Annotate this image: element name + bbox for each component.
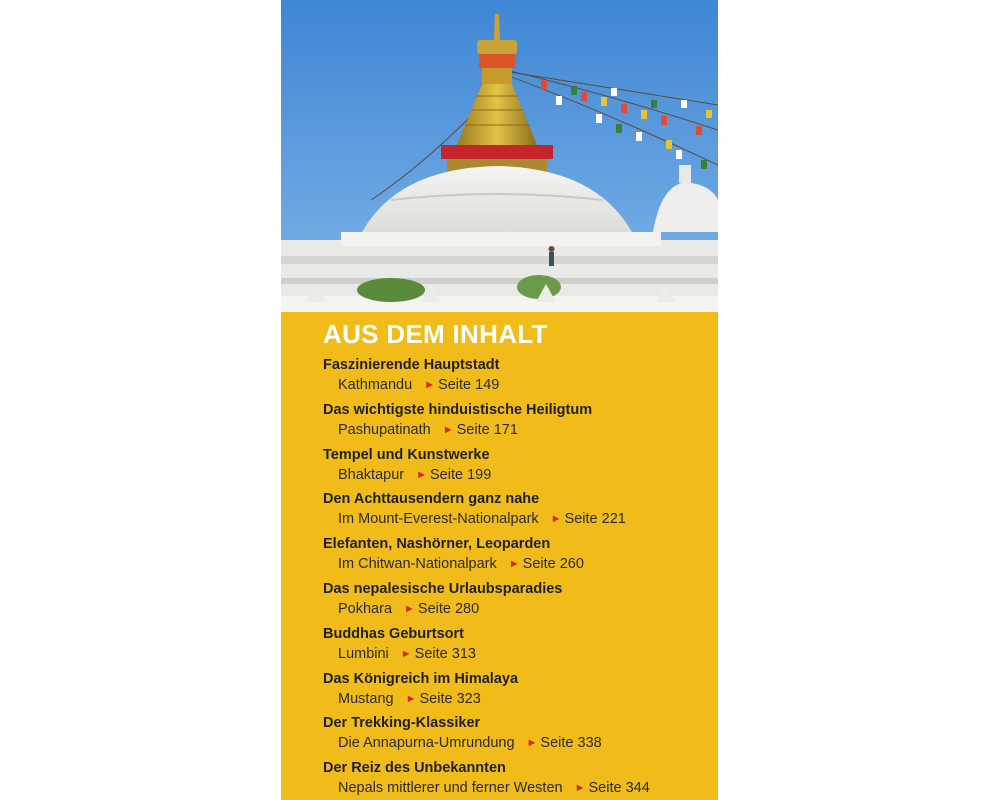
entry-title: Faszinierende Hauptstadt [323,357,500,373]
entry-place: Im Chitwan-Nationalpark [338,556,497,573]
entry-page: Seite 344 [588,780,650,797]
toc-entry [323,534,713,579]
stupa-illustration [281,0,718,312]
toc-entry [323,355,713,400]
arrow-icon: ► [526,737,538,750]
arrow-icon: ► [400,647,412,660]
entry-detail [338,420,713,440]
entry-page: Seite 221 [564,511,626,528]
entry-detail [338,778,713,798]
entry-title: Buddhas Geburtsort [323,625,464,642]
entry-detail [338,644,713,664]
entry-detail [338,689,713,709]
entry-detail [338,554,713,574]
entry-place: Lumbini [338,645,389,662]
toc-entry [323,669,713,714]
entry-title: Elefanten, Nashörner, Leoparden [323,536,551,553]
entry-place: Nepals mittlerer und ferner Westen [338,780,563,797]
guidebook-page [281,0,718,800]
entry-place: Im Mount-Everest-Nationalpark [338,511,539,528]
entry-place: Kathmandu [338,377,413,393]
entry-page: Seite 260 [522,556,584,573]
section-heading: AUS DEM INHALT [323,319,548,349]
entry-detail [338,599,713,619]
arrow-icon: ► [574,782,586,795]
toc-entry [323,489,713,534]
arrow-icon: ► [550,513,562,526]
entry-place: Pokhara [338,600,393,617]
arrow-icon: ► [508,558,520,571]
toc-entry [323,445,713,490]
entry-detail [338,733,713,753]
entry-detail [338,375,713,395]
arrow-icon: ► [442,423,454,436]
arrow-icon: ► [404,602,415,615]
entry-title: Der Reiz des Unbekannten [323,760,506,777]
entry-place: Bhaktapur [338,466,405,483]
entry-place: Mustang [338,690,394,707]
toc-entry [323,579,713,624]
entry-title: Das nepalesische Urlaubsparadies [323,580,563,597]
toc-entry [323,713,713,758]
arrow-icon: ► [405,692,417,705]
table-of-contents [281,312,718,800]
entry-page: Seite 199 [430,466,492,483]
entry-title: Das Königreich im Himalaya [323,670,519,687]
entry-page: Seite 338 [540,735,602,752]
arrow-icon: ► [416,468,427,481]
entry-detail [338,509,713,529]
entry-title: Das wichtigste hinduistische Heiligtum [323,401,593,418]
toc-entry [323,400,713,445]
entry-page: Seite 280 [417,600,480,617]
entry-page: Seite 313 [414,645,476,662]
entry-title: Den Achttausendern ganz nahe [323,491,540,508]
entry-title: Tempel und Kunstwerke [323,446,490,463]
toc-list [323,355,713,800]
entry-page: Seite 149 [438,377,500,393]
entry-page: Seite 323 [419,690,481,707]
entry-page: Seite 171 [456,421,518,438]
entry-detail [338,465,713,485]
toc-entry [323,758,713,800]
arrow-icon: ► [424,379,436,391]
entry-title: Der Trekking-Klassiker [323,715,481,732]
stupa-photo [281,0,718,312]
entry-place: Pashupatinath [338,421,431,438]
toc-entry [323,624,713,669]
entry-place: Die Annapurna-Umrundung [338,735,515,752]
